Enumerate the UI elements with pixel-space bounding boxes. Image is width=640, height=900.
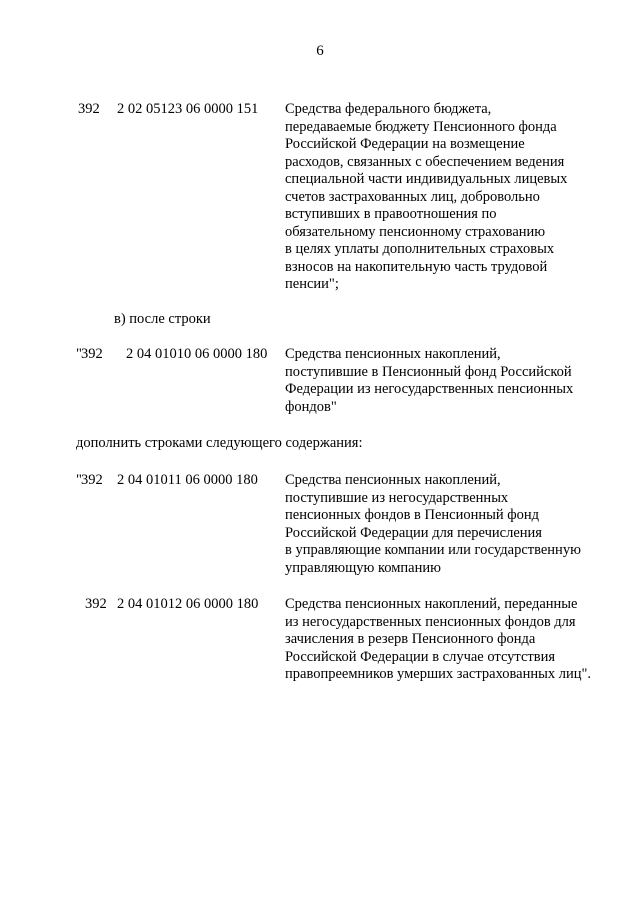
description-line: Средства пенсионных накоплений, (285, 346, 501, 362)
kbk-code: 2 04 01011 06 0000 180 (117, 472, 258, 488)
entry-description (285, 346, 615, 416)
description-line: зачисления в резерв Пенсионного фонда (285, 631, 536, 647)
description-line: Средства пенсионных накоплений, переданные (285, 596, 578, 612)
entry-description (285, 472, 615, 577)
description-line: счетов застрахованных лиц, добровольно (285, 188, 540, 205)
admin-code: 392 (78, 101, 100, 117)
description-line: Средства пенсионных накоплений, (285, 472, 501, 488)
description-line: пенсии"; (285, 276, 339, 292)
description-line: управляющую компанию (285, 559, 441, 576)
description-line: из негосударственных пенсионных фондов для (285, 613, 576, 630)
admin-code: 392 (81, 346, 103, 362)
description-line: поступившие в Пенсионный фонд Российской (285, 363, 572, 380)
description-line: Российской Федерации для перечисления (285, 524, 542, 541)
description-line: обязательному пенсионному страхованию (285, 223, 546, 240)
description-line: Российской Федерации в случае отсутствия (285, 648, 555, 665)
description-line: передаваемые бюджету Пенсионного фонда (285, 118, 557, 135)
entry-description (285, 101, 615, 294)
supplement-paragraph: дополнить строками следующего содержания: (76, 435, 363, 451)
opening-quote: " (76, 346, 82, 362)
description-line: расходов, связанных с обеспечением ведения (285, 153, 565, 170)
description-line: Средства федерального бюджета, (285, 101, 492, 117)
description-line: правопреемников умерших застрахованных лиц". (285, 666, 592, 682)
description-line: в управляющие компании или государственную (285, 542, 581, 558)
description-line: специальной части индивидуальных лицевых (285, 171, 568, 187)
description-line: Российской Федерации на возмещение (285, 136, 525, 152)
kbk-code: 2 04 01012 06 0000 180 (117, 596, 259, 612)
kbk-code: 2 02 05123 06 0000 151 (117, 101, 259, 117)
description-line: фондов" (285, 398, 337, 415)
kbk-code: 2 04 01010 06 0000 180 (126, 346, 268, 362)
description-line: в целях уплаты дополнительных страховых (285, 241, 555, 257)
entry-description (285, 596, 615, 684)
after-line-paragraph: в) после строки (114, 311, 211, 327)
opening-quote: " (76, 472, 82, 488)
admin-code: 392 (81, 472, 103, 488)
description-line: вступивших в правоотношения по (285, 206, 497, 222)
description-line: пенсионных фондов в Пенсионный фонд (285, 507, 540, 523)
description-line: Федерации из негосударственных пенсионных (285, 381, 574, 397)
page-number: 6 (316, 43, 324, 59)
description-line: взносов на накопительную часть трудовой (285, 258, 548, 275)
admin-code: 392 (85, 596, 107, 612)
description-line: поступившие из негосударственных (285, 489, 509, 506)
